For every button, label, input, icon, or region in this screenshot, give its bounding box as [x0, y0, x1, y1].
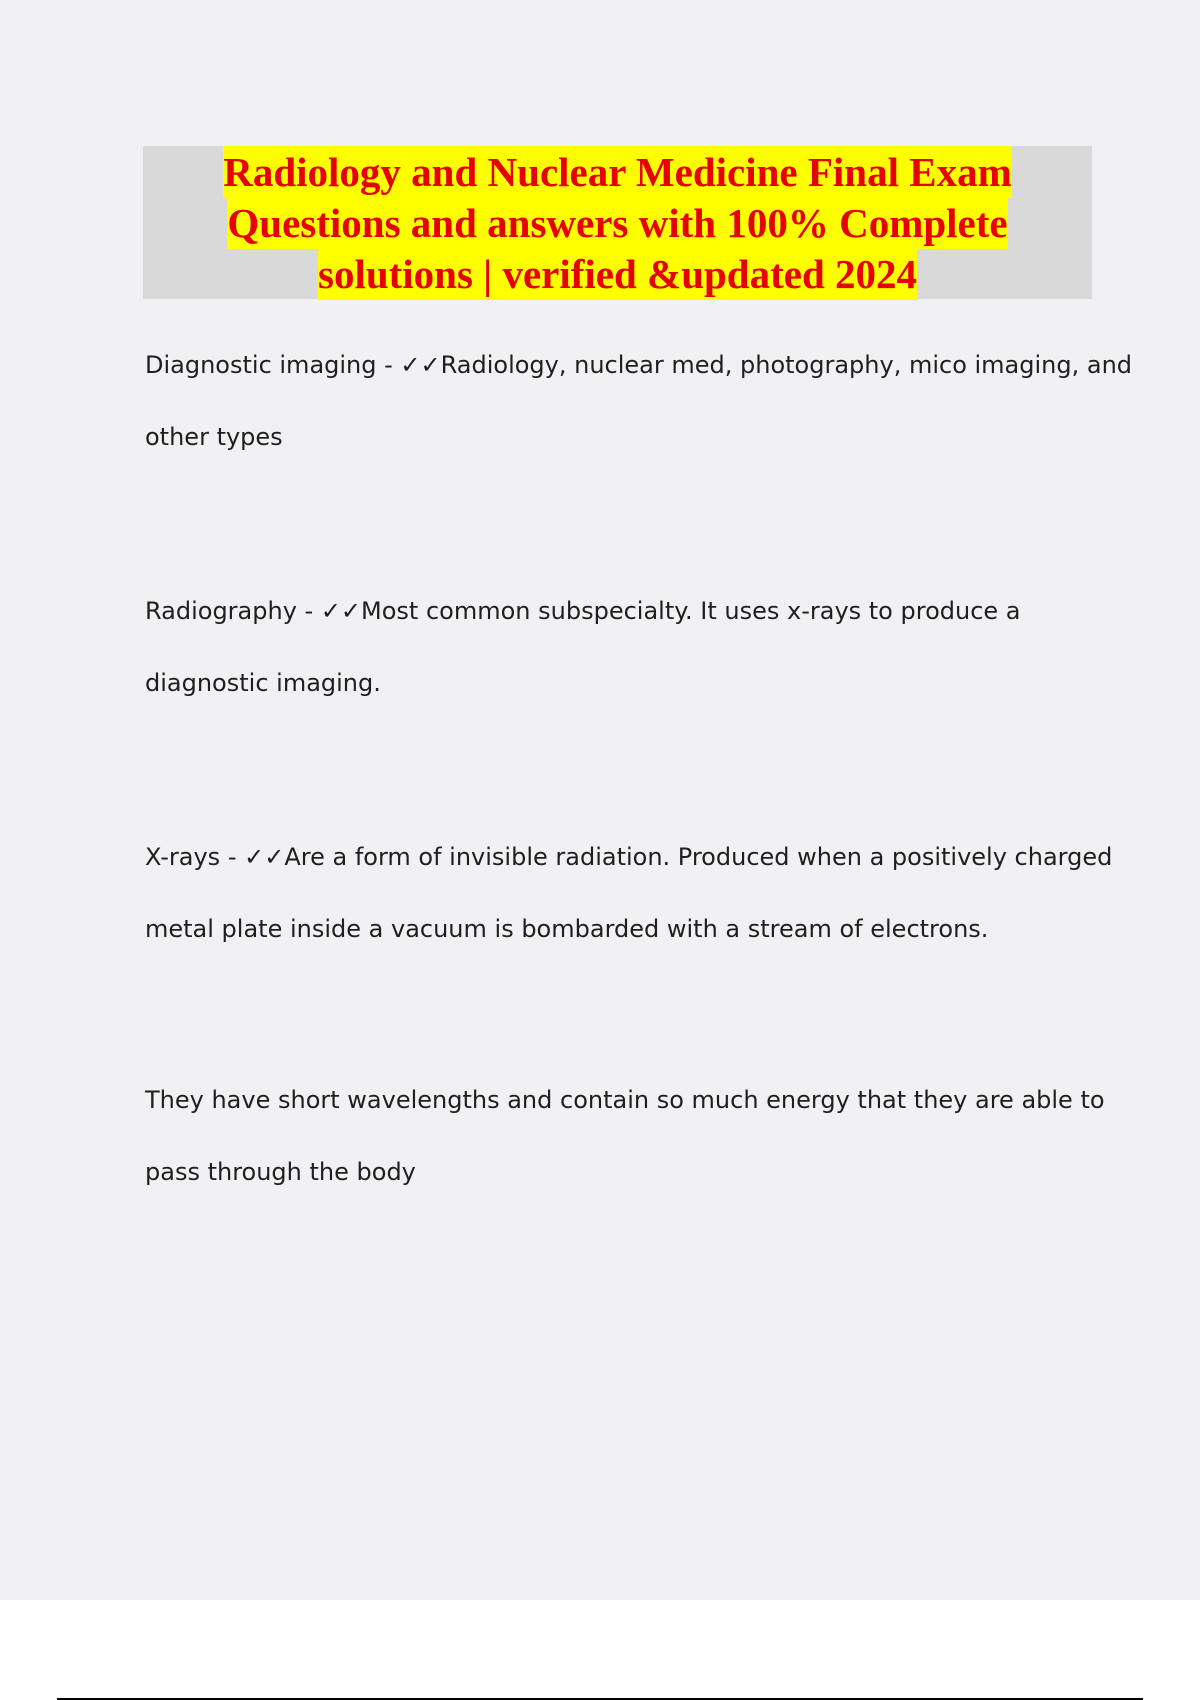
- entry-wavelengths: [145, 1064, 1105, 1208]
- entry-x-rays: [145, 821, 1113, 965]
- entry-text-line: other types: [145, 423, 283, 451]
- title-line-1: Radiology and Nuclear Medicine Final Exam: [223, 146, 1012, 198]
- entry-text-line: X-rays - ✓✓Are a form of invisible radiation. Produced when a positively charged: [145, 843, 1113, 871]
- entry-text-line: metal plate inside a vacuum is bombarded with a stream of electrons.: [145, 915, 989, 943]
- entry-text-line: They have short wavelengths and contain so much energy that they are able to: [145, 1086, 1105, 1114]
- entry-text-line: pass through the body: [145, 1158, 416, 1186]
- entry-text-line: Radiography - ✓✓Most common subspecialty. It uses x-rays to produce a: [145, 597, 1021, 625]
- title-line-3: solutions | verified &updated 2024: [318, 248, 917, 300]
- entry-text-line: diagnostic imaging.: [145, 669, 381, 697]
- entry-text-line: Diagnostic imaging - ✓✓Radiology, nuclear med, photography, mico imaging, and: [145, 351, 1133, 379]
- entry-diagnostic-imaging: [145, 329, 1133, 473]
- title-banner: [143, 146, 1092, 299]
- title-line-2: Questions and answers with 100% Complete: [227, 197, 1007, 249]
- entry-radiography: [145, 575, 1105, 719]
